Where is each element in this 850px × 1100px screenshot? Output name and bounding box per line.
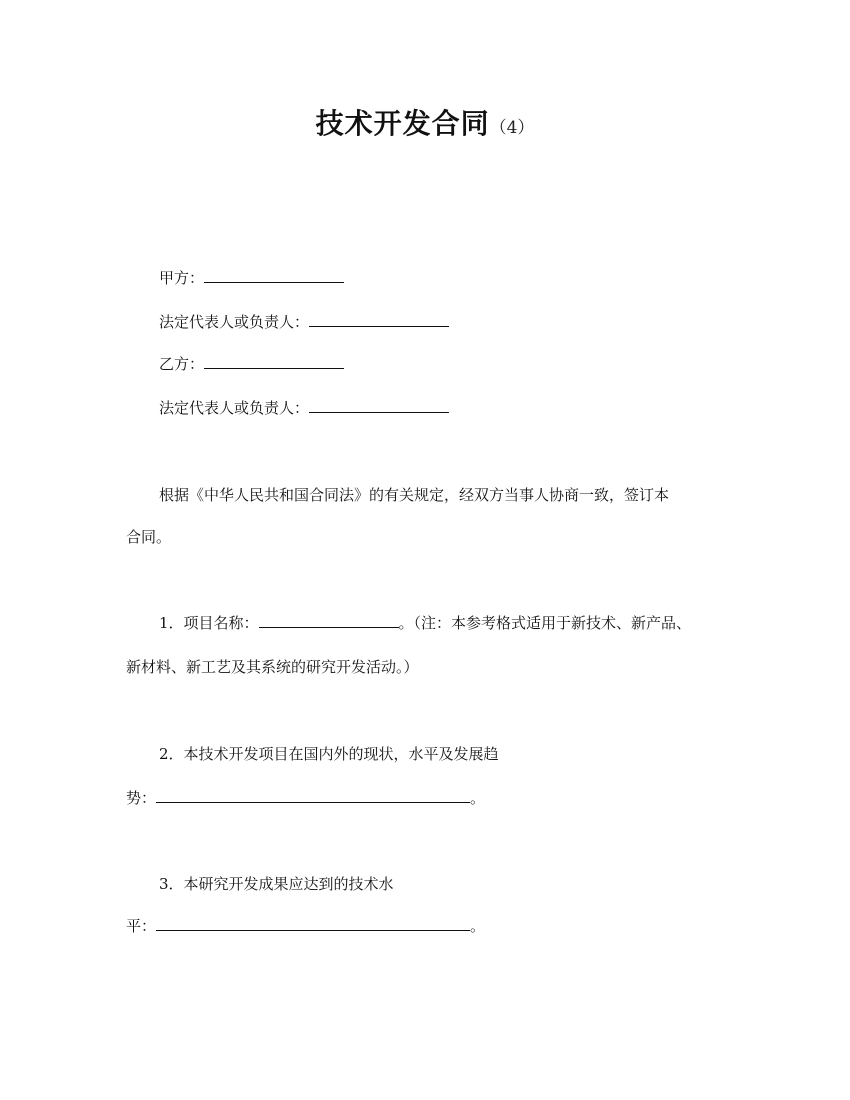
- clause-3-line2: [126, 916, 485, 936]
- party-b-label: 乙方：: [159, 355, 205, 373]
- clause-3-suffix: 。: [470, 917, 486, 935]
- party-a-line: [159, 268, 344, 288]
- preamble-line2: 合同。: [126, 528, 172, 546]
- party-b-line: [159, 354, 344, 374]
- title-sub: （4）: [489, 118, 535, 138]
- party-b-blank[interactable]: [204, 354, 344, 369]
- status-trend-blank[interactable]: [156, 788, 470, 803]
- party-b-rep-blank[interactable]: [309, 398, 449, 413]
- title-main: 技术开发合同: [315, 107, 490, 140]
- clause-1-prefix: 1．项目名称：: [159, 614, 259, 632]
- clause-1-suffix: 。（注：本参考格式适用于新技术、新产品、: [398, 614, 692, 632]
- preamble-line1: 根据《中华人民共和国合同法》的有关规定，经双方当事人协商一致，签订本: [159, 486, 670, 504]
- clause-2-prefix: 势：: [126, 789, 157, 807]
- party-a-label: 甲方：: [159, 269, 205, 287]
- tech-level-blank[interactable]: [156, 916, 470, 931]
- page-title: [0, 102, 850, 142]
- party-a-blank[interactable]: [204, 268, 344, 283]
- clause-3-prefix: 平：: [126, 917, 157, 935]
- party-a-rep-blank[interactable]: [309, 312, 449, 327]
- clause-3-line1: 3．本研究开发成果应达到的技术水: [159, 875, 394, 893]
- project-name-blank[interactable]: [259, 613, 399, 628]
- party-b-rep-line: [159, 398, 449, 418]
- party-b-rep-label: 法定代表人或负责人：: [159, 399, 310, 417]
- clause-2-line2: [126, 788, 485, 808]
- clause-2-suffix: 。: [470, 789, 486, 807]
- party-a-rep-line: [159, 312, 449, 332]
- clause-2-line1: 2．本技术开发项目在国内外的现状，水平及发展趋: [159, 745, 499, 763]
- party-a-rep-label: 法定代表人或负责人：: [159, 313, 310, 331]
- clause-1-line2: 新材料、新工艺及其系统的研究开发活动。）: [126, 658, 419, 676]
- clause-1-line1: [159, 613, 691, 633]
